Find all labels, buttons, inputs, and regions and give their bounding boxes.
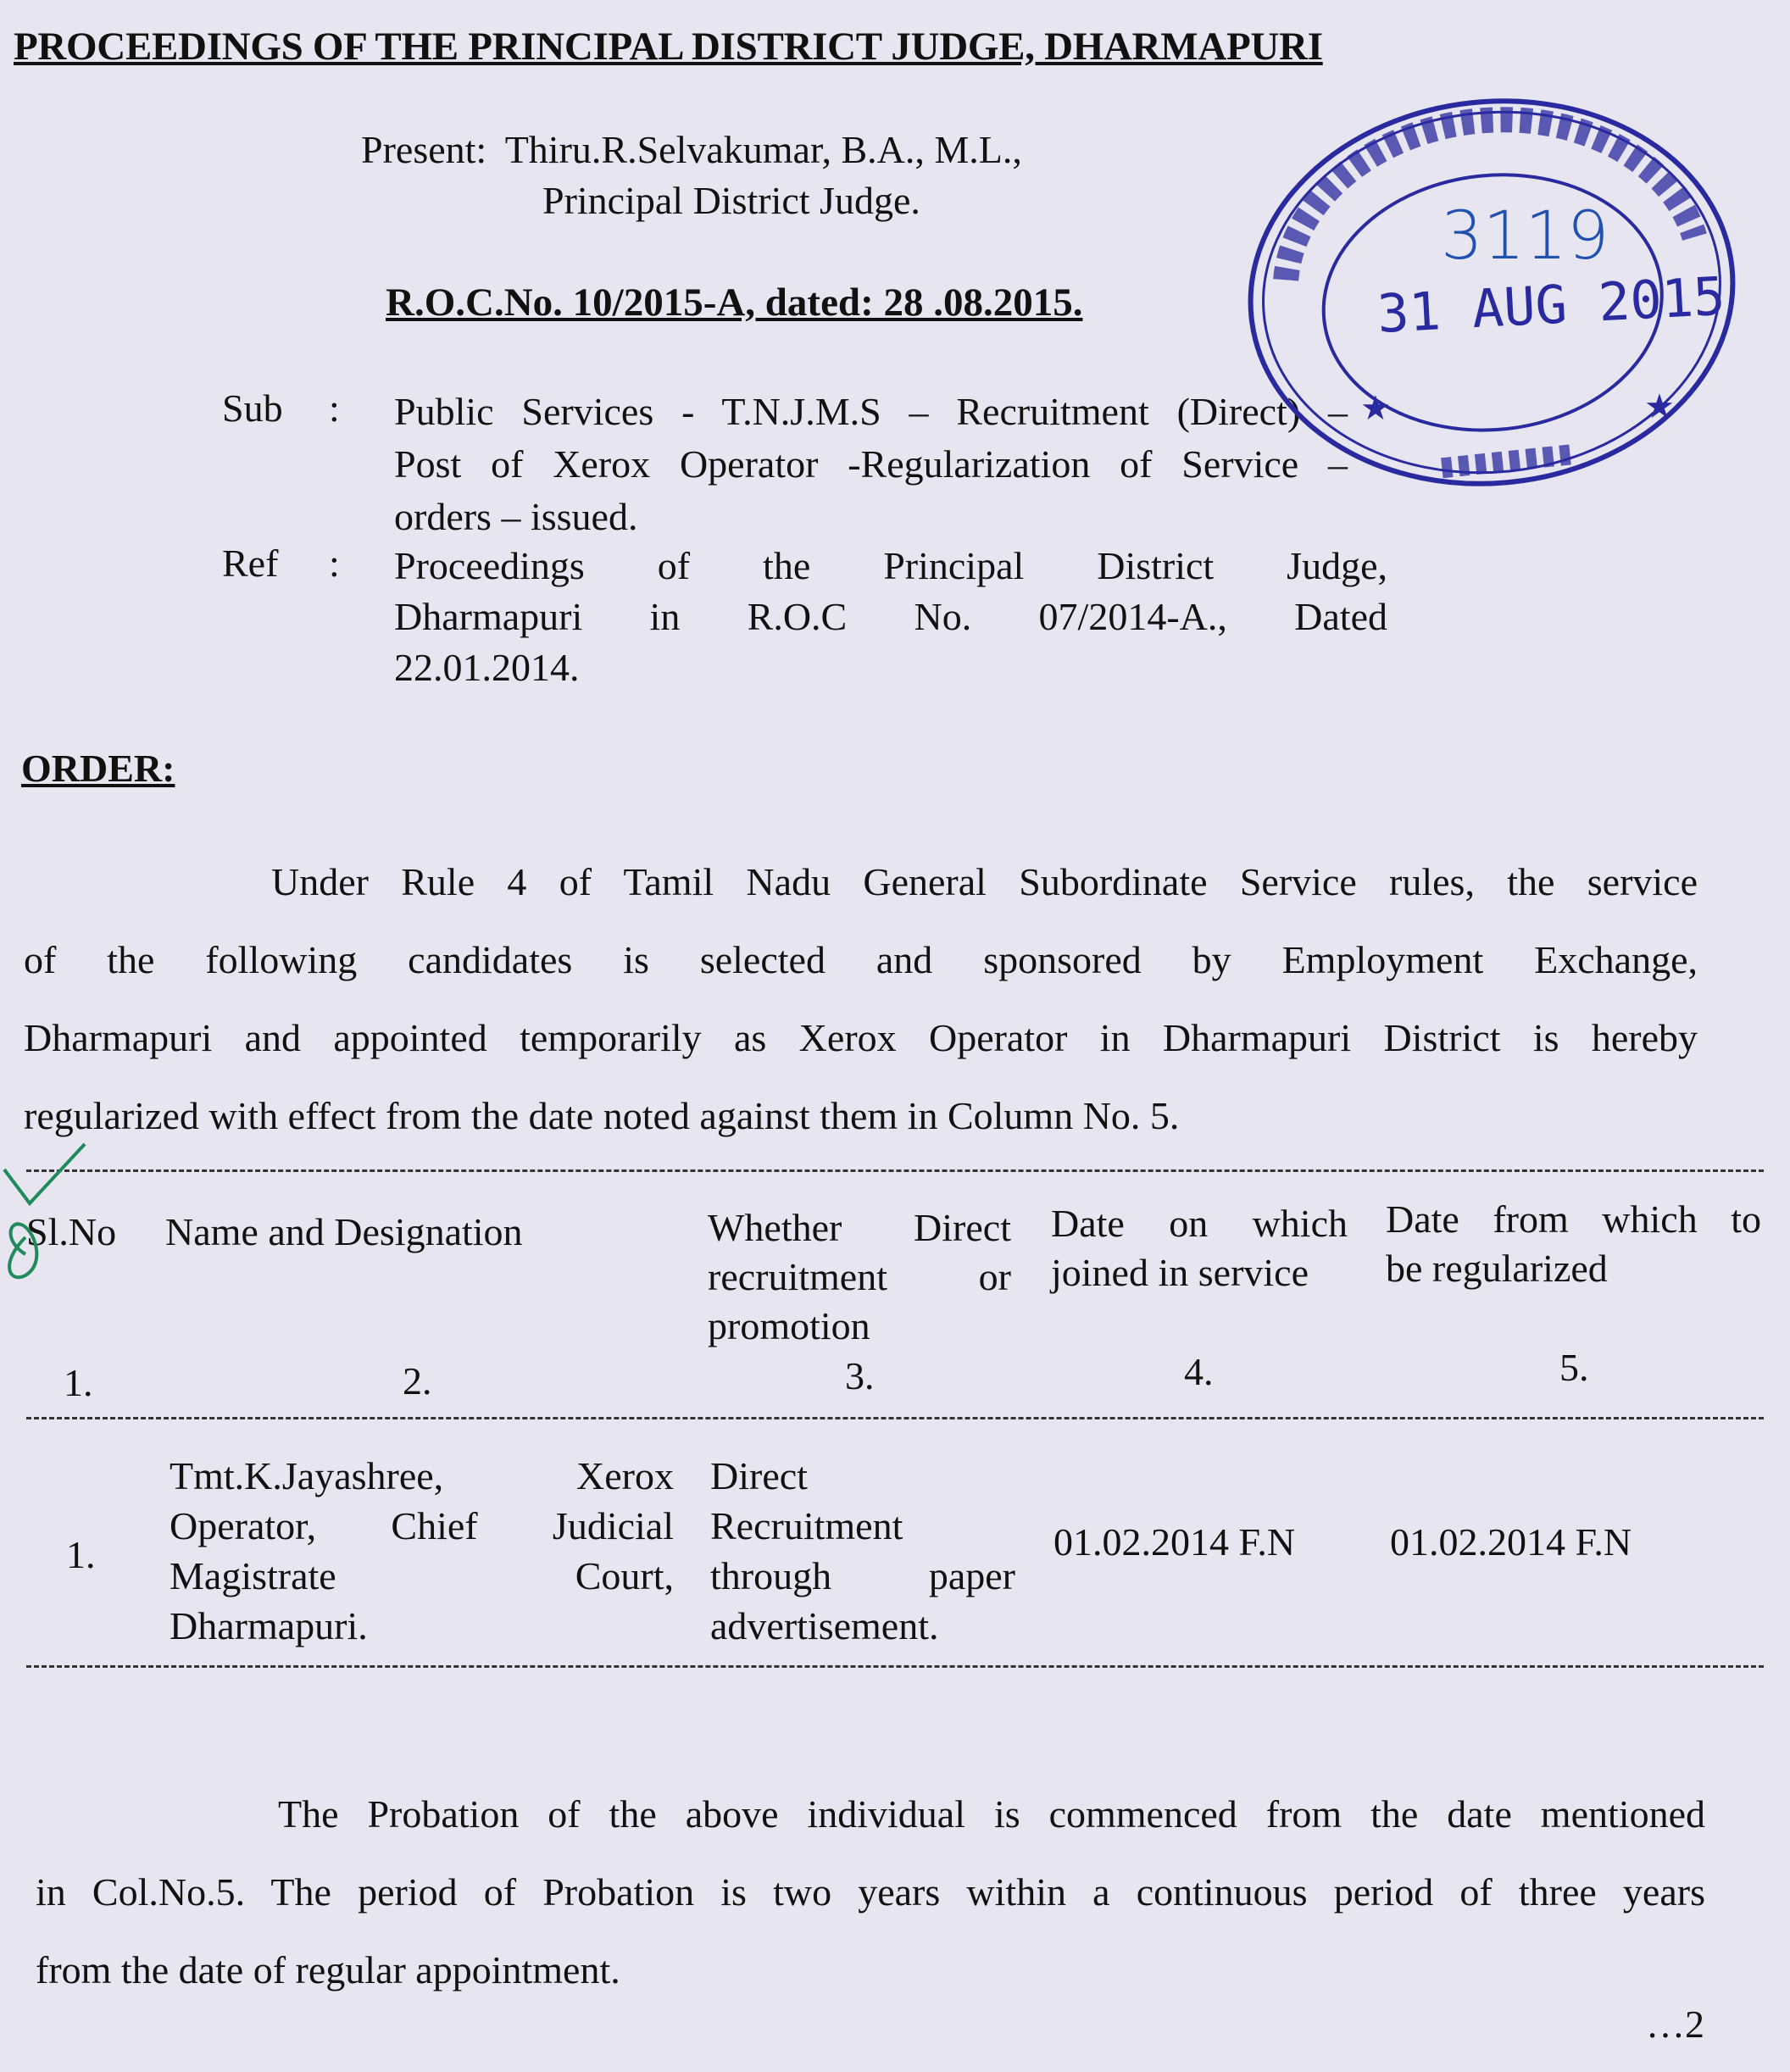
court-seal-stamp [1237,81,1780,521]
header-date-regularized [1386,1195,1761,1293]
document-title: PROCEEDINGS OF THE PRINCIPAL DISTRICT JUDGE, DHARMAPURI [14,25,1323,69]
subject-line: orders – issued. [394,495,638,538]
header-text: Whether Direct [708,1206,1011,1249]
paragraph-line: from the date of regular appointment. [36,1948,620,1991]
order-paragraph [24,843,1698,1155]
cell-line: Dharmapuri. [170,1604,368,1647]
header-date-joined [1051,1199,1348,1297]
header-text: Name and Designation [165,1210,523,1253]
header-text: recruitment or [708,1255,1011,1298]
star-icon: ★ [1360,389,1391,427]
subject-text [394,386,1348,543]
header-recruitment-mode [708,1203,1011,1351]
paragraph-line: The Probation of the above individual is commenced from the date mentioned [278,1792,1705,1836]
page-continuation: …2 [1646,2003,1704,2046]
present-designation: Principal District Judge. [542,179,920,222]
reference-line: Dharmapuri in R.O.C No. 07/2014-A., Dated [394,595,1387,638]
paragraph-line: of the following candidates is selected and sponsored by Employment Exchange, [24,938,1698,981]
present-label: Present: [361,128,487,171]
cell-line: Magistrate Court, [170,1554,674,1597]
subject-line: Public Services - T.N.J.M.S – Recruitment (Direct) – [394,390,1348,433]
reference-colon: : [329,542,340,585]
reference-line: 22.01.2014. [394,646,580,689]
column-number-1: 1. [64,1361,93,1404]
cell-line: through paper [710,1554,1015,1597]
column-number-2: 2. [403,1359,432,1403]
order-heading: ORDER: [21,747,175,790]
present-name: Thiru.R.Selvakumar, B.A., M.L., [504,128,1022,171]
table-header-rule [26,1417,1764,1419]
column-number-4: 4. [1184,1350,1214,1393]
star-icon: ★ [1644,387,1675,425]
row-sl-no: 1. [66,1533,96,1576]
paragraph-line: Dharmapuri and appointed temporarily as Xerox Operator in Dharmapuri District is hereby [24,1016,1698,1059]
subject-line: Post of Xerox Operator -Regularization of Service – [394,442,1348,486]
table-top-rule [26,1169,1764,1172]
header-text: be regularized [1386,1247,1608,1290]
header-text: Date from which to [1386,1197,1761,1241]
cell-line: Direct [710,1454,808,1497]
subject-colon: : [329,386,340,430]
header-text: Sl.No [26,1210,117,1253]
stamp-handwritten-number: 3119 [1441,198,1609,275]
paragraph-line: Under Rule 4 of Tamil Nadu General Subordinate Service rules, the service [271,860,1698,903]
probation-paragraph [36,1775,1705,2009]
cell-line: Tmt.K.Jayashree, Xerox [170,1454,674,1497]
row-date-regularized: 01.02.2014 F.N [1390,1520,1632,1564]
column-number-5: 5. [1559,1346,1589,1389]
header-text: promotion [708,1304,870,1347]
header-text: Date on which [1051,1202,1348,1245]
cell-line: Operator, Chief Judicial [170,1504,674,1547]
paragraph-line: in Col.No.5. The period of Probation is two years within a continuous period of three years [36,1870,1705,1914]
present-line [361,127,1022,172]
cell-line: Recruitment [710,1504,903,1547]
subject-label: Sub [222,386,283,430]
column-number-3: 3. [845,1354,875,1397]
header-text: joined in service [1051,1251,1309,1294]
roc-number: R.O.C.No. 10/2015-A, dated: 28 .08.2015. [386,281,1083,325]
row-name-designation [170,1451,674,1651]
handwritten-tick-mark [0,1136,119,1288]
paragraph-line: regularized with effect from the date noted against them in Column No. 5. [24,1094,1180,1137]
row-date-joined: 01.02.2014 F.N [1053,1520,1296,1564]
reference-line: Proceedings of the Principal District Judge, [394,544,1387,587]
cell-line: advertisement. [710,1604,939,1647]
header-name-designation [165,1208,523,1257]
reference-text [394,541,1387,693]
table-bottom-rule [26,1665,1764,1668]
row-recruitment-mode [710,1451,1015,1651]
reference-label: Ref [222,542,279,585]
stamp-date: 31 AUG 2015 [1376,264,1727,346]
